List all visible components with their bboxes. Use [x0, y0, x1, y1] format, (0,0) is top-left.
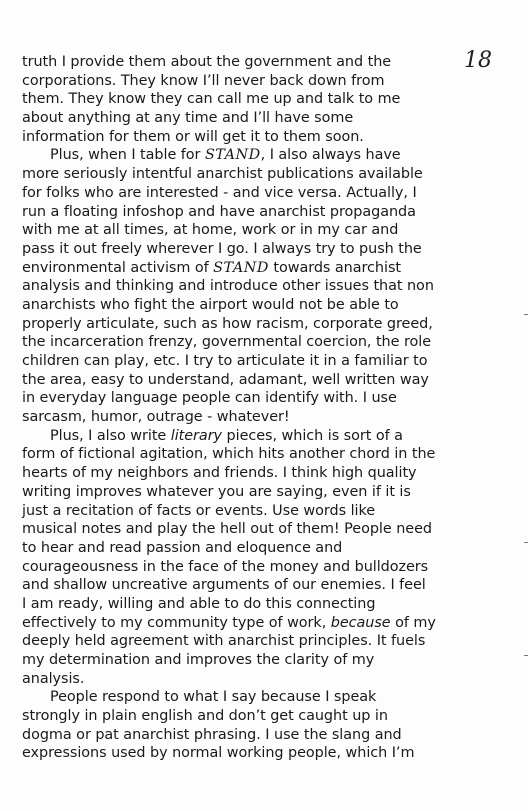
text-line: about anything at any time and I’ll have some	[22, 110, 354, 127]
text-line: effectively to my community type of work, because of my	[22, 614, 436, 631]
text-line: and shallow uncreative arguments of our enemies. I feel	[22, 577, 426, 594]
text-line: environmental activism of STAND towards anarchist	[22, 259, 401, 276]
text-line: truth I provide them about the government and the	[22, 54, 392, 70]
text-line: pass it out freely wherever I go. I always try to push the	[22, 240, 422, 257]
text-line: my determination and improves the clarity of my	[22, 652, 375, 668]
paragraph-start-line: People respond to what I say because I speak	[50, 689, 377, 706]
stand-name: STAND	[204, 147, 261, 164]
text-line: the area, easy to understand, adamant, well written way	[22, 371, 429, 388]
emphasis-because: because	[330, 614, 391, 631]
text-line: information for them or will get it to them soon.	[22, 128, 364, 145]
text-line: analysis.	[22, 670, 85, 687]
text-line: analysis and thinking and introduce other issues that non	[22, 278, 434, 295]
text-line: properly articulate, such as how racism, corporate greed,	[22, 315, 433, 332]
scan-edge-mark	[524, 655, 528, 656]
text-line: for folks who are interested - and vice versa. Actually, I	[22, 184, 417, 201]
text-line: more seriously intentful anarchist publications available	[22, 166, 423, 183]
text-line: with me at all times, at home, work or in my car and	[22, 222, 399, 239]
text-line: just a recitation of facts or events. Use words like	[22, 502, 376, 519]
text-line: them. They know they can call me up and talk to me	[22, 91, 401, 108]
emphasis-literary: literary	[170, 427, 223, 444]
text-line: I am ready, willing and able to do this connecting	[22, 595, 376, 612]
text-line: corporations. They know I’ll never back down from	[22, 72, 385, 89]
text-line: sarcasm, humor, outrage - whatever!	[22, 409, 290, 426]
text-line: anarchists who fight the airport would not be able to	[22, 296, 399, 313]
scan-edge-mark	[524, 314, 528, 315]
text-line: in everyday language people can identify with. I use	[22, 390, 397, 407]
text-line: the incarceration frenzy, governmental coercion, the role	[22, 334, 432, 351]
text-line: musical notes and play the hell out of them! People need	[22, 521, 432, 538]
text-line: dogma or pat anarchist phrasing. I use the slang and	[22, 726, 402, 743]
text-line: children can play, etc. I try to articulate it in a familiar to	[22, 353, 428, 369]
text-line: hearts of my neighbors and friends. I think high quality	[22, 465, 417, 482]
text-line: run a floating infoshop and have anarchist propaganda	[22, 203, 416, 220]
text-line: deeply held agreement with anarchist principles. It fuels	[22, 633, 426, 650]
text-line: form of fictional agitation, which hits another chord in the	[22, 446, 436, 463]
stand-name: STAND	[213, 259, 269, 276]
text-line: writing improves whatever you are saying, even if it is	[22, 483, 411, 500]
text-line: expressions used by normal working people, which I’m	[22, 745, 415, 762]
page-number: 18	[464, 48, 492, 73]
text-line: strongly in plain english and don’t get caught up in	[22, 708, 388, 725]
paragraph-start-line: Plus, I also write literary pieces, which is sort of a	[50, 427, 403, 444]
body-text	[22, 53, 492, 763]
paragraph-start-line: Plus, when I table for STAND, I also always have	[50, 147, 401, 164]
scan-edge-mark	[524, 542, 528, 543]
text-line: courageousness in the face of the money and bulldozers	[22, 558, 429, 575]
text-line: to hear and read passion and eloquence and	[22, 539, 343, 556]
